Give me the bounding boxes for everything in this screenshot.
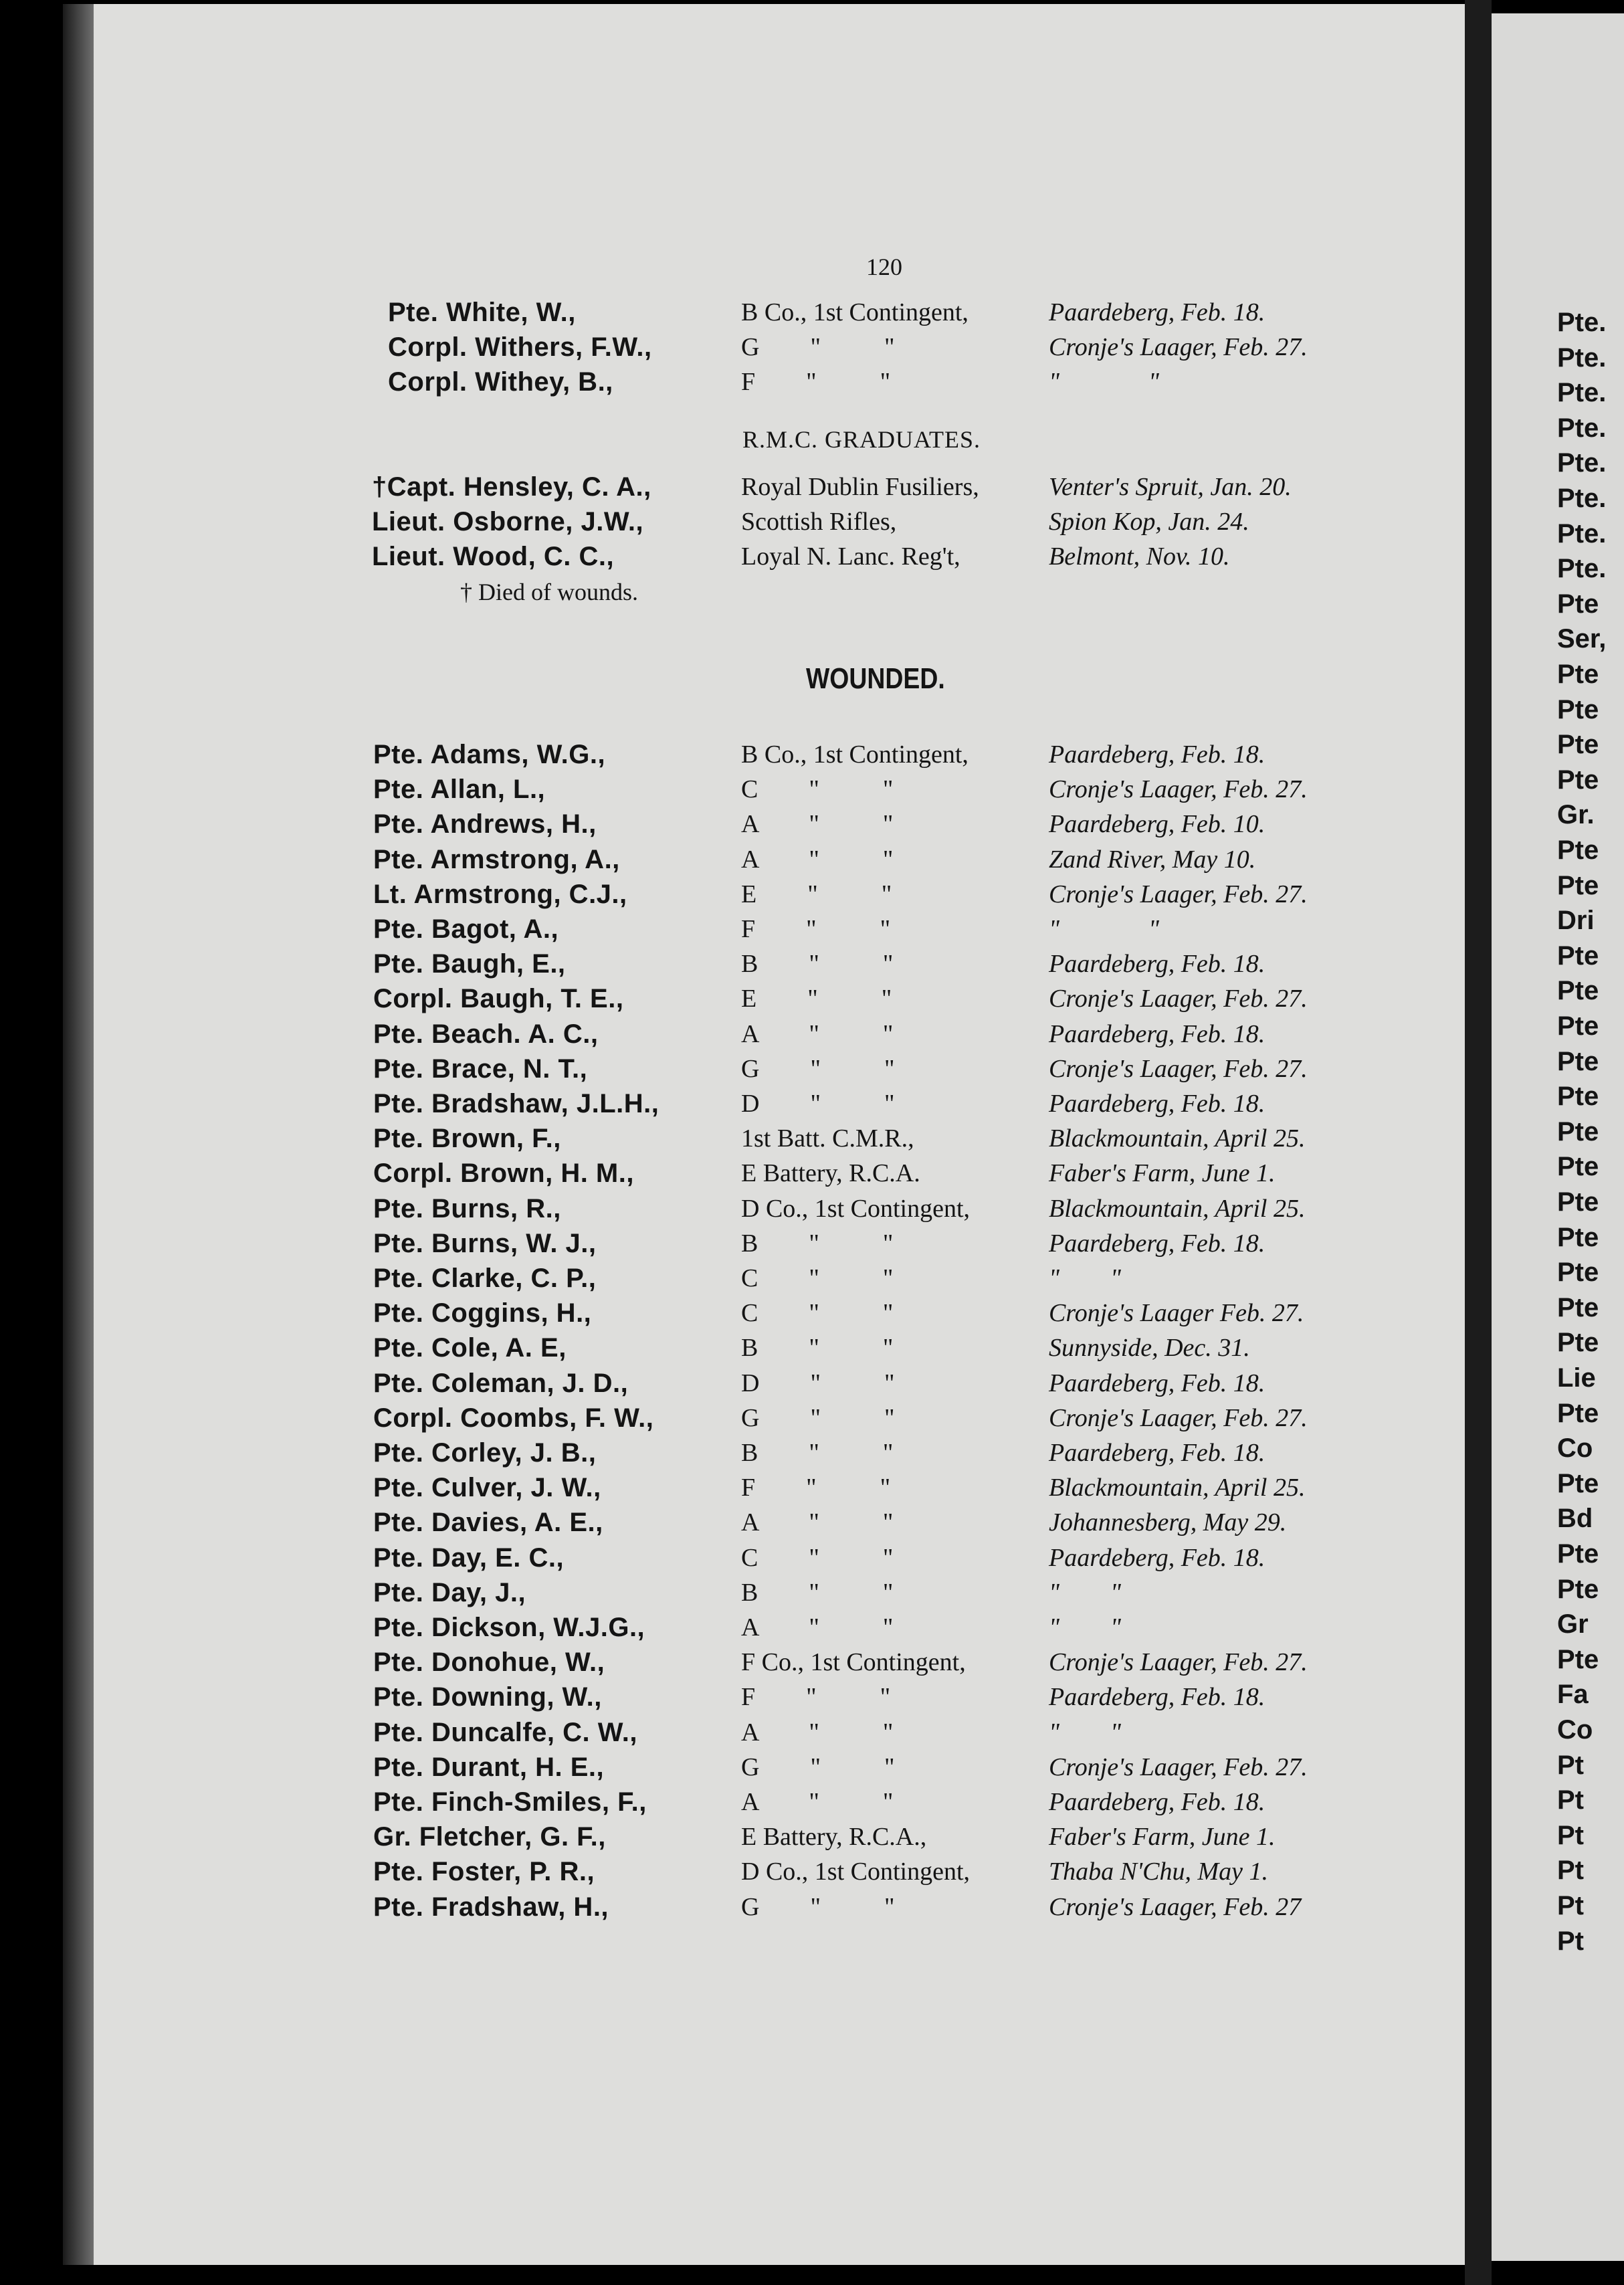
entry-name: Pte. Brown, F., [373,1124,561,1154]
entry-place: Cronje's Laager, Feb. 27. [1049,333,1308,361]
entry-unit: Royal Dublin Fusiliers, [741,473,979,501]
entry-unit: B Co., 1st Contingent, [741,298,969,326]
adjacent-page-text: Pte. [1557,484,1607,513]
entry-name: Pte. Donohue, W., [373,1648,605,1678]
entry-unit: F Co., 1st Contingent, [741,1648,966,1677]
entry-name: Pte. Coleman, J. D., [373,1368,629,1398]
list-item [0,845,1271,880]
entry-unit: G " " [741,1753,895,1781]
adjacent-page-text: Pte [1557,1116,1599,1147]
list-item [0,1578,1271,1613]
entry-name: Corpl. Baugh, T. E., [373,984,624,1014]
entry-place: Venter's Spruit, Jan. 20. [1049,473,1292,501]
list-item [0,1613,1271,1648]
adjacent-page-text: Pte. [1557,342,1607,373]
entry-unit: A " " [741,1613,894,1642]
entry-unit: B " " [741,1439,894,1467]
list-item [0,367,1271,402]
entry-place: Paardeberg, Feb. 18. [1049,1090,1265,1118]
entry-unit: F " " [741,1474,891,1502]
entry-unit: E Battery, R.C.A., [741,1823,927,1852]
adjacent-page-text: Pt [1557,1820,1584,1850]
adjacent-page-text: Ser, [1557,624,1607,654]
entry-unit: C " " [741,775,894,804]
adjacent-page-text: Co [1557,1433,1593,1464]
entry-unit: D Co., 1st Contingent, [741,1858,971,1886]
adjacent-page-text: Gr. [1557,800,1595,830]
list-item [0,1543,1271,1578]
entry-name: Pte. White, W., [388,298,576,327]
entry-unit: G " " [741,1892,895,1921]
list-item [0,1298,1304,1333]
adjacent-page-text: Pte [1557,730,1599,760]
list-item [0,298,1271,332]
adjacent-page-text: Pte [1557,870,1599,900]
adjacent-page-text: Pte [1557,1574,1599,1604]
entry-name: Pte. Andrews, H., [373,809,597,839]
entry-unit: A " " [741,1788,894,1816]
list-item [0,775,1308,809]
adjacent-page-text: Pte [1557,1468,1599,1498]
adjacent-page-text: Pte [1557,835,1599,865]
adjacent-page-text: Pte [1557,1328,1599,1358]
adjacent-page-text: Pt [1557,1785,1584,1815]
entry-place: Faber's Farm, June 1. [1049,1823,1276,1852]
entry-unit: G " " [741,333,895,361]
entry-place: Cronje's Laager, Feb. 27 [1049,1892,1302,1921]
list-item [0,879,1308,914]
entry-name: Pte. Corley, J. B., [373,1438,597,1468]
adjacent-page-text: Pte [1557,1258,1599,1288]
adjacent-page-text: Pte. [1557,448,1607,478]
adjacent-page-text: Pte [1557,976,1599,1006]
adjacent-page-text: Pte [1557,1011,1599,1041]
entry-name: Pte. Allan, L., [373,775,546,805]
list-item [0,1403,1308,1438]
entry-place: Blackmountain, April 25. [1049,1124,1306,1153]
entry-name: Pte. Clarke, C. P., [373,1264,597,1293]
adjacent-page-text: Dri [1557,906,1595,936]
entry-place: Paardeberg, Feb. 18. [1049,1369,1265,1397]
entry-name: Pte. Dickson, W.J.G., [373,1613,645,1642]
adjacent-page-text: Pt [1557,1926,1584,1956]
entry-name: Pte. Beach. A. C., [373,1019,599,1049]
adjacent-page-text: Pte [1557,765,1599,795]
adjacent-page-text: Pte [1557,1222,1599,1252]
page-number: 120 [866,254,902,280]
entry-unit: F " " [741,368,891,396]
entry-place: Paardeberg, Feb. 18. [1049,1019,1265,1048]
adjacent-page-text: Pte [1557,694,1599,724]
entry-place: Paardeberg, Feb. 18. [1049,1683,1265,1712]
adjacent-page-text: Co [1557,1715,1593,1745]
list-item [0,1648,1308,1682]
entry-name: †Capt. Hensley, C. A., [372,472,651,502]
list-item [0,1473,1306,1508]
entry-place: " " [1049,915,1159,943]
entry-place: " " [1049,1264,1121,1292]
entry-unit: G " " [741,1054,895,1083]
list-item [0,914,1271,949]
adjacent-page-text: Pte. [1557,378,1607,408]
entry-unit: D " " [741,1090,895,1118]
list-item [0,507,1271,542]
list-item [0,1718,1271,1753]
adjacent-page-text: Pte [1557,1292,1599,1322]
entry-name: Pte. Coggins, H., [373,1298,592,1328]
entry-name: Pte. Durant, H. E., [373,1752,605,1782]
entry-place: Johannesberg, May 29. [1049,1508,1287,1537]
entry-name: Pte. Adams, W.G., [373,740,606,769]
adjacent-page-text: Pt [1557,1750,1584,1780]
adjacent-page-text: Bd [1557,1504,1593,1534]
entry-name: Pte. Baugh, E., [373,949,566,979]
entry-name: Pte. Bradshaw, J.L.H., [373,1089,659,1118]
entry-name: Pte. Burns, R., [373,1193,561,1223]
entry-name: Pte. Burns, W. J., [373,1228,597,1258]
list-item [0,1822,1276,1857]
list-item [0,1229,1271,1264]
entry-unit: B " " [741,1229,894,1258]
list-item [0,1752,1308,1787]
entry-name: Corpl. Withey, B., [388,367,613,397]
entry-place: " " [1049,1613,1121,1642]
adjacent-page-text: Pte [1557,1539,1599,1569]
entry-place: Faber's Farm, June 1. [1049,1159,1276,1188]
adjacent-page-text: Pte [1557,940,1599,971]
entry-unit: E Battery, R.C.A. [741,1159,920,1188]
list-item [0,949,1271,984]
entry-name: Lt. Armstrong, C.J., [373,879,627,909]
entry-place: " " [1049,1718,1121,1747]
entry-place: Cronje's Laager, Feb. 27. [1049,880,1308,908]
entry-place: Paardeberg, Feb. 18. [1049,740,1265,769]
list-item [0,1682,1271,1717]
adjacent-page-text: Pte [1557,1187,1599,1217]
entry-name: Lieut. Wood, C. C., [372,542,615,571]
entry-name: Pte. Duncalfe, C. W., [373,1717,638,1747]
entry-unit: A " " [741,810,894,839]
list-item [0,1124,1306,1159]
adjacent-page-text: Pte [1557,1046,1599,1076]
entry-name: Corpl. Coombs, F. W., [373,1403,654,1433]
adjacent-page-text: Pte [1557,1398,1599,1428]
entry-unit: G " " [741,1403,895,1432]
list-item [0,1892,1302,1927]
entry-name: Corpl. Withers, F.W., [388,332,652,362]
adjacent-page-text: Pte [1557,589,1599,619]
entry-name: Gr. Fletcher, G. F., [373,1822,606,1852]
entry-name: Pte. Culver, J. W., [373,1473,601,1503]
entry-unit: B " " [741,1334,894,1363]
adjacent-page-text: Pte [1557,1082,1599,1112]
entry-place: Cronje's Laager, Feb. 27. [1049,1648,1308,1677]
adjacent-page-text: Pt [1557,1891,1584,1920]
entry-place: Cronje's Laager Feb. 27. [1049,1299,1304,1328]
adjacent-page-text: Pte. [1557,413,1607,443]
list-item [0,1438,1271,1473]
entry-unit: C " " [741,1543,894,1572]
entry-name: Pte. Downing, W., [373,1682,602,1712]
entry-unit: F " " [741,1683,891,1712]
entry-place: Belmont, Nov. 10. [1049,542,1230,571]
entry-place: Cronje's Laager, Feb. 27. [1049,775,1308,804]
entry-place: " " [1049,1578,1121,1607]
list-item [0,809,1271,844]
entry-unit: 1st Batt. C.M.R., [741,1124,914,1153]
entry-unit: F " " [741,915,891,943]
entry-unit: Loyal N. Lanc. Reg't, [741,542,960,571]
adjacent-page-text: Pte. [1557,518,1607,549]
adjacent-page-edge [1492,13,1624,2261]
list-item [0,740,1271,775]
entry-unit: A " " [741,1019,894,1048]
entry-unit: D Co., 1st Contingent, [741,1194,971,1223]
entry-unit: A " " [741,1508,894,1537]
list-item [0,1089,1271,1124]
list-item [0,1264,1271,1298]
list-item [0,1508,1287,1543]
entry-place: " " [1049,368,1159,396]
entry-name: Pte. Foster, P. R., [373,1857,595,1887]
adjacent-page-text: Fa [1557,1680,1589,1710]
list-item [0,1857,1271,1892]
entry-place: Cronje's Laager, Feb. 27. [1049,1054,1308,1083]
entry-place: Spion Kop, Jan. 24. [1049,508,1249,536]
entry-place: Cronje's Laager, Feb. 27. [1049,1403,1308,1432]
adjacent-page-text: Pte [1557,1152,1599,1182]
footnote: † Died of wounds. [460,579,638,605]
entry-place: Blackmountain, April 25. [1049,1194,1306,1223]
entry-unit: Scottish Rifles, [741,508,897,536]
entry-place: Sunnyside, Dec. 31. [1049,1334,1250,1363]
entry-unit: E " " [741,880,892,908]
entry-place: Paardeberg, Feb. 18. [1049,950,1265,979]
list-item [0,1054,1308,1089]
entry-name: Pte. Fradshaw, H., [373,1892,609,1922]
entry-name: Pte. Cole, A. E, [373,1333,567,1363]
list-item [0,1333,1271,1368]
entry-name: Pte. Bagot, A., [373,914,559,944]
entry-name: Pte. Davies, A. E., [373,1508,603,1538]
entry-name: Corpl. Brown, H. M., [373,1159,634,1189]
entry-place: Paardeberg, Feb. 18. [1049,1543,1265,1572]
entry-place: Paardeberg, Feb. 18. [1049,1439,1265,1467]
entry-place: Zand River, May 10. [1049,845,1256,874]
adjacent-page-text: Pt [1557,1856,1584,1886]
list-item [0,1159,1276,1193]
entry-unit: A " " [741,1718,894,1747]
entry-unit: B " " [741,1578,894,1607]
list-item [0,332,1308,367]
entry-name: Lieut. Osborne, J.W., [372,507,644,536]
entry-unit: D " " [741,1369,895,1397]
entry-name: Pte. Day, J., [373,1577,526,1607]
list-item [0,472,1292,507]
entry-place: Cronje's Laager, Feb. 27. [1049,1753,1308,1781]
entry-place: Paardeberg, Feb. 18. [1049,298,1265,326]
list-item [0,1193,1306,1229]
entry-unit: B " " [741,950,894,979]
entry-place: Thaba N'Chu, May 1. [1049,1858,1268,1886]
adjacent-page-text: Pte. [1557,554,1607,584]
list-item [0,1369,1271,1403]
page-gutter [1465,0,1492,2285]
list-item [0,542,1271,577]
rmc-graduates-heading: R.M.C. GRADUATES. [742,426,981,453]
entry-name: Pte. Armstrong, A., [373,844,620,874]
entry-name: Pte. Day, E. C., [373,1543,565,1573]
entry-place: Cronje's Laager, Feb. 27. [1049,985,1308,1013]
adjacent-page-text: Pte [1557,660,1599,689]
list-item [0,1787,1271,1822]
adjacent-page-text: Pte. [1557,308,1607,337]
entry-place: Paardeberg, Feb. 18. [1049,1788,1265,1816]
list-item [0,984,1308,1019]
entry-name: Pte. Finch-Smiles, F., [373,1787,647,1817]
entry-place: Blackmountain, April 25. [1049,1474,1306,1502]
entry-unit: C " " [741,1299,894,1328]
entry-place: Paardeberg, Feb. 10. [1049,810,1265,839]
entry-unit: E " " [741,985,892,1013]
entry-unit: C " " [741,1264,894,1292]
wounded-heading: WOUNDED. [806,662,945,695]
adjacent-page-text: Pte [1557,1644,1599,1674]
entry-unit: B Co., 1st Contingent, [741,740,969,769]
adjacent-page-text: Gr [1557,1609,1589,1640]
entry-name: Pte. Brace, N. T., [373,1054,588,1084]
adjacent-page-text: Lie [1557,1363,1596,1393]
list-item [0,1019,1271,1054]
entry-place: Paardeberg, Feb. 18. [1049,1229,1265,1258]
entry-unit: A " " [741,845,894,874]
